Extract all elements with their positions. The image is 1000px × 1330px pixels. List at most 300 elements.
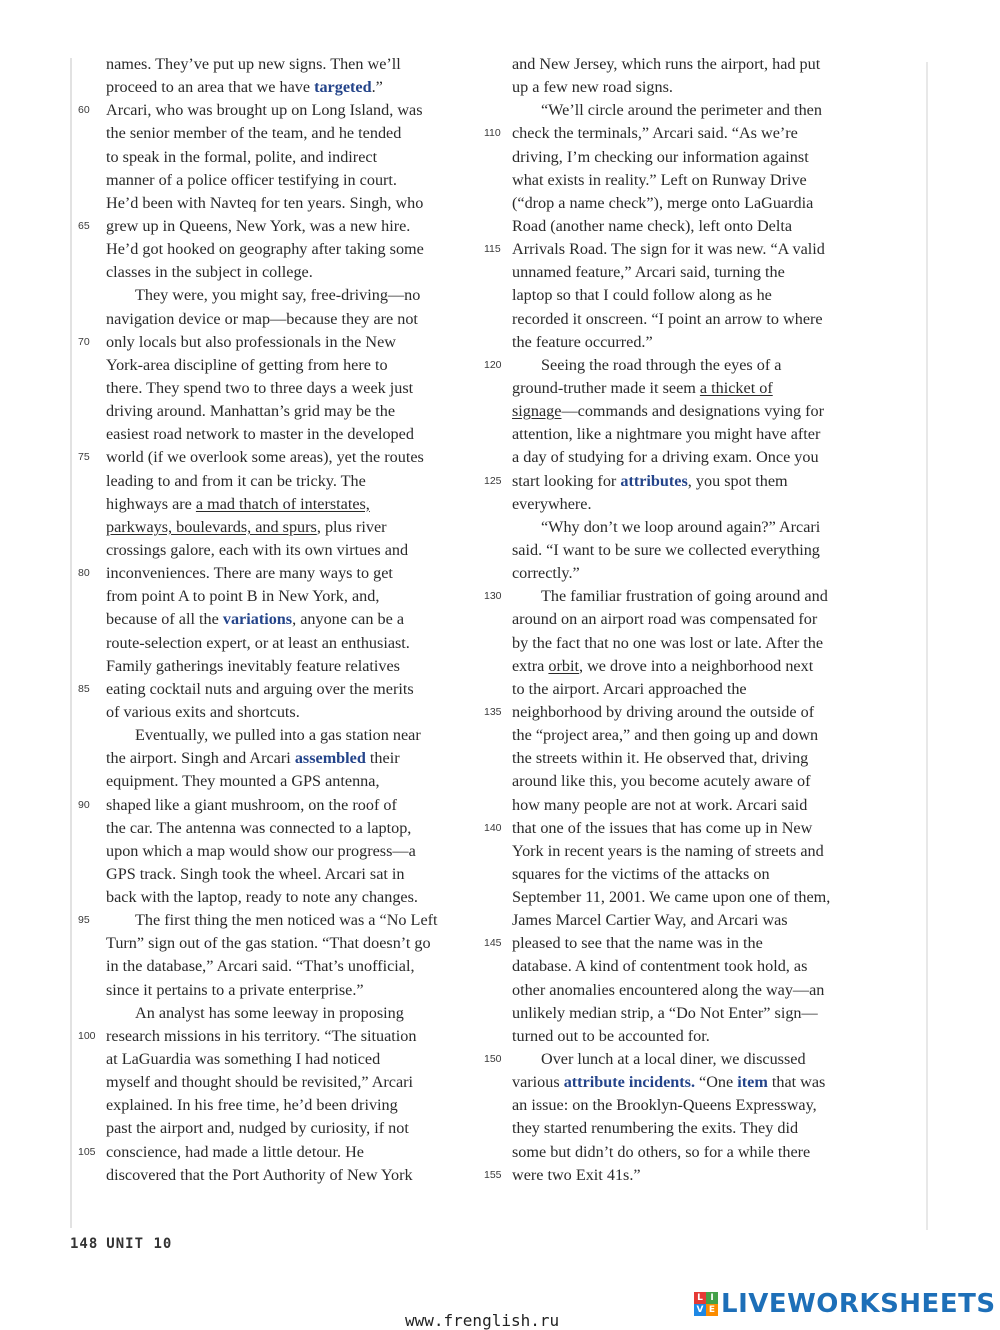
line-number: 65 — [78, 219, 90, 232]
text-line — [78, 1094, 478, 1117]
text-segment: crossings galore, each with its own virtues and — [106, 540, 409, 559]
text-line — [78, 1025, 478, 1048]
text-segment: past the airport and, nudged by curiosity, if not — [106, 1119, 409, 1138]
text-segment: Turn” sign out of the gas station. “That doesn’t go — [106, 934, 431, 953]
text-line — [78, 562, 478, 585]
text-line — [484, 678, 894, 701]
text-segment: they started renumbering the exits. They did — [512, 1119, 799, 1138]
text-segment: driving around. Manhattan’s grid may be the — [106, 402, 396, 421]
line-text — [512, 726, 818, 744]
text-segment: explained. In his free time, he’d been driving — [106, 1096, 398, 1115]
line-text — [512, 842, 824, 860]
text-line — [78, 470, 478, 493]
line-text — [106, 263, 313, 281]
logo-letter: V — [694, 1304, 706, 1316]
text-segment: their — [365, 749, 400, 768]
line-text — [512, 356, 782, 374]
text-line — [484, 1141, 894, 1164]
text-line — [484, 169, 894, 192]
vocabulary-word: item — [737, 1073, 768, 1092]
line-text — [106, 78, 383, 96]
text-segment: the feature occurred.” — [512, 332, 653, 351]
text-segment: extra — [512, 656, 549, 675]
line-text — [512, 1050, 806, 1068]
text-segment: were two Exit 41s.” — [512, 1165, 641, 1184]
liveworksheets-logo-icon — [694, 1292, 718, 1316]
text-line — [484, 516, 894, 539]
text-segment: because of all the — [106, 610, 223, 629]
line-text — [512, 1073, 825, 1091]
text-line — [484, 1164, 894, 1187]
text-segment: navigation device or map—because they are not — [106, 309, 418, 328]
line-text — [512, 634, 823, 652]
text-segment: of various exits and shortcuts. — [106, 702, 300, 721]
text-segment: .” — [371, 78, 383, 97]
text-segment: what exists in reality.” Left on Runway Drive — [512, 170, 807, 189]
text-line — [78, 516, 478, 539]
text-segment: leading to and from it can be tricky. The — [106, 471, 366, 490]
text-line — [78, 608, 478, 631]
text-line — [78, 354, 478, 377]
text-segment: (“drop a name check”), merge onto LaGuardia — [512, 193, 814, 212]
line-text — [512, 286, 772, 304]
underlined-phrase: a thicket of — [699, 378, 773, 397]
text-segment: the streets within it. He observed that, driving — [512, 749, 809, 768]
text-line — [484, 331, 894, 354]
text-segment: —commands and designations vying for — [561, 402, 825, 421]
text-line — [484, 377, 894, 400]
text-segment: York in recent years is the naming of streets and — [512, 841, 824, 860]
line-text — [512, 472, 788, 490]
text-segment: that one of the issues that has come up in New — [512, 818, 813, 837]
text-line — [78, 308, 478, 331]
text-segment: unnamed feature,” Arcari said, turning the — [512, 263, 785, 282]
text-segment: various — [512, 1073, 564, 1092]
line-text — [512, 703, 814, 721]
text-segment: Seeing the road through the eyes of a — [541, 355, 782, 374]
line-text — [106, 124, 401, 142]
line-text — [106, 286, 420, 304]
line-text — [512, 101, 822, 119]
line-text — [106, 819, 411, 837]
text-segment: the “project area,” and then going up and down — [512, 726, 819, 745]
line-text — [512, 657, 813, 675]
text-segment: , plus river — [316, 517, 387, 536]
text-segment: that was — [767, 1073, 826, 1092]
text-line — [78, 701, 478, 724]
line-text — [512, 1004, 818, 1022]
text-line — [484, 192, 894, 215]
line-text — [512, 888, 830, 906]
text-line — [484, 261, 894, 284]
text-segment: , we drove into a neighborhood next — [578, 656, 814, 675]
text-segment: shaped like a giant mushroom, on the roof of — [106, 795, 397, 814]
text-line — [484, 909, 894, 932]
text-segment: some but didn’t do others, so for a while there — [512, 1142, 811, 1161]
line-text — [106, 749, 400, 767]
text-line — [78, 400, 478, 423]
text-segment: driving, I’m checking our information against — [512, 147, 809, 166]
line-number: 85 — [78, 682, 90, 695]
text-segment: Arrivals Road. The sign for it was new. “A valid — [512, 240, 825, 259]
text-line — [78, 169, 478, 192]
line-text — [106, 888, 418, 906]
line-text — [512, 796, 807, 814]
text-line — [484, 423, 894, 446]
text-segment: recorded it onscreen. “I point an arrow to where — [512, 309, 823, 328]
text-segment: in the database,” Arcari said. “That’s unofficial, — [106, 957, 415, 976]
line-text — [512, 78, 673, 96]
text-line — [78, 770, 478, 793]
text-segment: He’d got hooked on geography after taking some — [106, 240, 424, 259]
text-line — [484, 585, 894, 608]
vocabulary-word: attributes — [620, 471, 688, 490]
text-segment: research missions in his territory. “The situation — [106, 1026, 417, 1045]
line-text — [106, 240, 424, 258]
text-segment: Over lunch at a local diner, we discussed — [541, 1050, 806, 1069]
text-line — [484, 817, 894, 840]
text-line — [78, 909, 478, 932]
line-text — [106, 379, 413, 397]
line-number: 105 — [78, 1145, 96, 1158]
text-segment: laptop so that I could follow along as he — [512, 286, 772, 305]
text-line — [78, 192, 478, 215]
line-text — [106, 148, 377, 166]
text-segment: said. “I want to be sure we collected everything — [512, 540, 820, 559]
text-line — [78, 1117, 478, 1140]
text-segment: York-area discipline of getting from here to — [106, 355, 388, 374]
line-text — [106, 518, 387, 536]
line-text — [106, 1119, 409, 1137]
text-segment: squares for the victims of the attacks on — [512, 864, 770, 883]
text-segment: They were, you might say, free-driving—no — [135, 286, 421, 305]
text-segment: everywhere. — [512, 494, 592, 513]
text-segment: Family gatherings inevitably feature relatives — [106, 656, 400, 675]
line-number: 115 — [484, 243, 501, 256]
text-line — [78, 840, 478, 863]
line-text — [512, 379, 773, 397]
text-line — [78, 122, 478, 145]
line-text — [106, 402, 395, 420]
line-number: 80 — [78, 567, 90, 580]
vocabulary-word: attribute incidents. — [563, 1073, 695, 1092]
text-segment: to speak in the formal, polite, and indirect — [106, 147, 378, 166]
text-segment: an issue: on the Brooklyn-Queens Expressway, — [512, 1096, 817, 1115]
page-number: 148 — [70, 1236, 99, 1252]
line-text — [106, 564, 393, 582]
text-line — [484, 1002, 894, 1025]
logo-letter: L — [694, 1292, 706, 1304]
line-number: 110 — [484, 127, 501, 140]
text-segment: how many people are not at work. Arcari said — [512, 795, 808, 814]
line-text — [512, 425, 820, 443]
text-line — [78, 284, 478, 307]
text-line — [484, 886, 894, 909]
text-line — [78, 53, 478, 76]
website-watermark: www.frenglish.ru — [405, 1311, 560, 1330]
line-text — [512, 310, 823, 328]
text-segment: equipment. They mounted a GPS antenna, — [106, 772, 380, 791]
line-text — [512, 217, 792, 235]
line-text — [512, 333, 653, 351]
text-line — [484, 932, 894, 955]
line-text — [106, 796, 397, 814]
text-segment: highways are — [106, 494, 196, 513]
text-line — [484, 632, 894, 655]
text-line — [78, 863, 478, 886]
text-segment: start looking for — [512, 471, 621, 490]
text-segment: since it pertains to a private enterprise.” — [106, 980, 364, 999]
line-number: 140 — [484, 821, 502, 834]
text-line — [484, 99, 894, 122]
text-segment: grew up in Queens, New York, was a new hire. — [106, 216, 411, 235]
text-segment: only locals but also professionals in the New — [106, 332, 396, 351]
line-text — [512, 171, 807, 189]
text-line — [484, 655, 894, 678]
line-text — [106, 865, 405, 883]
text-segment: “We’ll circle around the perimeter and then — [541, 101, 822, 120]
line-text — [512, 148, 809, 166]
liveworksheets-brand — [694, 1289, 996, 1319]
text-segment: the car. The antenna was connected to a laptop, — [106, 818, 412, 837]
text-segment: ground-truther made it seem — [512, 378, 700, 397]
line-number: 145 — [484, 937, 502, 950]
brand-name: LIVEWORKSHEETS — [721, 1289, 996, 1319]
line-text — [512, 518, 820, 536]
text-segment: the airport. Singh and Arcari — [106, 749, 295, 768]
text-line — [78, 261, 478, 284]
line-number: 125 — [484, 474, 502, 487]
line-text — [512, 934, 763, 952]
text-line — [78, 377, 478, 400]
text-line — [484, 562, 894, 585]
text-segment: the senior member of the team, and he tended — [106, 124, 402, 143]
text-segment: and New Jersey, which runs the airport, had put — [512, 55, 821, 73]
text-line — [78, 99, 478, 122]
text-segment: around like this, you become acutely aware of — [512, 772, 811, 791]
text-line — [484, 354, 894, 377]
line-text — [512, 680, 747, 698]
text-segment: there. They spend two to three days a week just — [106, 378, 414, 397]
text-line — [78, 238, 478, 261]
text-segment: proceed to an area that we have — [106, 78, 315, 97]
text-line — [78, 585, 478, 608]
text-line — [484, 770, 894, 793]
line-text — [512, 564, 580, 582]
text-segment: neighborhood by driving around the outside of — [512, 702, 815, 721]
unit-label: UNIT 10 — [106, 1236, 173, 1252]
text-line — [78, 1164, 478, 1187]
text-segment: discovered that the Port Authority of New York — [106, 1165, 413, 1184]
line-text — [106, 217, 410, 235]
text-segment: names. They’ve put up new signs. Then we’ll — [106, 55, 401, 73]
text-line — [78, 794, 478, 817]
line-text — [106, 911, 438, 929]
line-text — [512, 749, 808, 767]
text-line — [78, 146, 478, 169]
text-segment: Road (another name check), left onto Delta — [512, 216, 793, 235]
line-text — [512, 124, 798, 142]
text-line — [78, 215, 478, 238]
page-edge-right — [926, 62, 928, 1230]
text-segment: “One — [695, 1073, 738, 1092]
text-line — [484, 794, 894, 817]
line-text — [512, 819, 812, 837]
logo-letter: I — [706, 1292, 718, 1304]
text-line — [484, 608, 894, 631]
text-line — [484, 400, 894, 423]
text-line — [484, 122, 894, 145]
line-text — [106, 171, 397, 189]
text-segment: , anyone can be a — [292, 610, 405, 629]
text-segment: classes in the subject in college. — [106, 263, 313, 282]
text-segment: route-selection expert, or at least an enthusiast. — [106, 633, 410, 652]
text-line — [484, 1025, 894, 1048]
text-segment: upon which a map would show our progress—a — [106, 841, 416, 860]
line-text — [106, 657, 400, 675]
line-number: 70 — [78, 335, 90, 348]
line-text — [106, 680, 414, 698]
line-text — [106, 772, 380, 790]
text-line — [78, 886, 478, 909]
text-line — [78, 655, 478, 678]
line-text — [106, 55, 401, 73]
text-segment: James Marcel Cartier Way, and Arcari was — [512, 911, 788, 930]
text-line — [484, 215, 894, 238]
text-line — [484, 840, 894, 863]
vocabulary-word: assembled — [294, 749, 366, 768]
text-segment: inconveniences. There are many ways to get — [106, 564, 393, 583]
text-line — [78, 724, 478, 747]
underlined-phrase: orbit — [548, 656, 579, 675]
line-text — [512, 981, 824, 999]
line-text — [512, 194, 813, 212]
text-line — [484, 701, 894, 724]
line-number: 155 — [484, 1168, 502, 1181]
text-segment: An analyst has some leeway in proposing — [135, 1003, 404, 1022]
text-segment: from point A to point B in New York, and, — [106, 587, 380, 606]
line-number: 75 — [78, 451, 90, 464]
text-segment: Arcari, who was brought up on Long Island, was — [106, 101, 423, 120]
text-segment: world (if we overlook some areas), yet the routes — [106, 448, 424, 467]
line-text — [106, 495, 370, 513]
text-line — [484, 284, 894, 307]
line-text — [512, 1143, 810, 1161]
text-line — [78, 817, 478, 840]
text-line — [484, 53, 894, 76]
text-segment: check the terminals,” Arcari said. “As we’re — [512, 124, 798, 143]
text-segment: “Why don’t we loop around again?” Arcari — [541, 517, 821, 536]
text-line — [78, 632, 478, 655]
line-text — [106, 356, 388, 374]
line-text — [512, 587, 828, 605]
text-line — [78, 979, 478, 1002]
line-text — [512, 1027, 710, 1045]
line-text — [106, 1143, 364, 1161]
text-line — [484, 493, 894, 516]
text-segment: to the airport. Arcari approached the — [512, 679, 747, 698]
line-text — [106, 1027, 417, 1045]
text-line — [484, 955, 894, 978]
line-text — [106, 587, 379, 605]
line-text — [106, 448, 424, 466]
text-line — [484, 1117, 894, 1140]
line-text — [106, 425, 414, 443]
text-line — [78, 932, 478, 955]
line-text — [106, 610, 404, 628]
text-line — [484, 1071, 894, 1094]
line-text — [106, 541, 408, 559]
line-text — [512, 263, 785, 281]
text-line — [484, 1094, 894, 1117]
line-text — [106, 472, 366, 490]
line-text — [512, 448, 819, 466]
text-line — [78, 539, 478, 562]
text-line — [484, 446, 894, 469]
text-segment: turned out to be accounted for. — [512, 1026, 710, 1045]
line-text — [512, 957, 807, 975]
line-text — [106, 726, 421, 744]
text-line — [484, 863, 894, 886]
text-segment: attention, like a nightmare you might have after — [512, 425, 821, 444]
logo-letter: E — [706, 1304, 718, 1316]
text-segment: He’d been with Navteq for ten years. Singh, who — [106, 193, 424, 212]
line-text — [106, 101, 423, 119]
line-text — [512, 865, 770, 883]
text-segment: September 11, 2001. We came upon one of them, — [512, 888, 831, 907]
line-text — [106, 1166, 413, 1184]
text-segment: conscience, had made a little detour. He — [106, 1142, 364, 1161]
text-line — [78, 1141, 478, 1164]
vocabulary-word: variations — [222, 610, 293, 629]
text-line — [78, 331, 478, 354]
line-text — [512, 541, 820, 559]
underlined-phrase: signage — [512, 402, 562, 421]
text-line — [484, 76, 894, 99]
underlined-phrase: parkways, boulevards, and spurs — [106, 517, 317, 536]
line-text — [106, 634, 410, 652]
page-footer — [70, 1236, 172, 1252]
line-number: 90 — [78, 798, 90, 811]
text-segment: GPS track. Singh took the wheel. Arcari sat in — [106, 864, 405, 883]
line-text — [106, 1004, 404, 1022]
left-column — [78, 53, 478, 1187]
line-text — [512, 911, 788, 929]
text-segment: by the fact that no one was lost or late. After the — [512, 633, 824, 652]
line-number: 120 — [484, 358, 502, 371]
text-line — [484, 308, 894, 331]
line-number: 100 — [78, 1029, 96, 1042]
text-segment: up a few new road signs. — [512, 78, 673, 97]
text-line — [484, 724, 894, 747]
line-text — [512, 55, 820, 73]
line-text — [106, 703, 300, 721]
text-segment: unlikely median strip, a “Do Not Enter” sign— — [512, 1003, 818, 1022]
text-line — [78, 1048, 478, 1071]
line-text — [512, 1166, 641, 1184]
text-segment: The first thing the men noticed was a “No Left — [135, 911, 438, 930]
text-segment: manner of a police officer testifying in court. — [106, 170, 397, 189]
text-line — [78, 678, 478, 701]
text-line — [484, 747, 894, 770]
right-column — [484, 53, 894, 1187]
text-segment: pleased to see that the name was in the — [512, 934, 763, 953]
text-segment: Eventually, we pulled into a gas station near — [135, 726, 421, 745]
underlined-phrase: a mad thatch of interstates, — [195, 494, 370, 513]
text-line — [78, 1071, 478, 1094]
text-segment: database. A kind of contentment took hold, as — [512, 957, 808, 976]
text-line — [78, 955, 478, 978]
